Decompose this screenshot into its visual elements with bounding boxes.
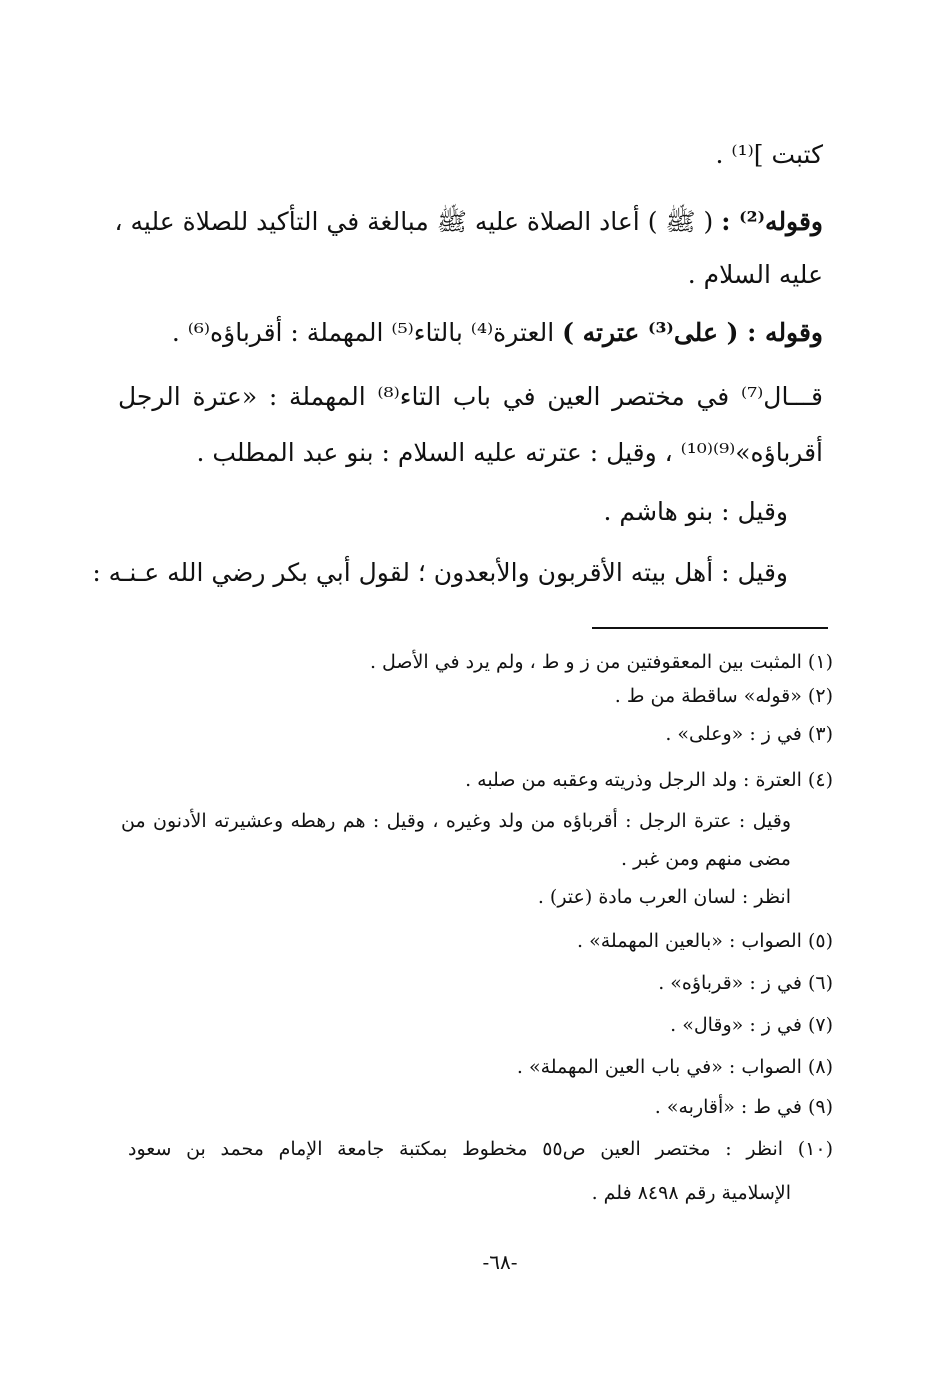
footnote-10-line-1: (١٠) انظر : مختصر العين ص٥٥ مخطوط بمكتبة جامعة الإمام محمد بن سعود (128, 1138, 833, 1160)
footnote-4-line-4: انظر : لسان العرب مادة (عتر) . (537, 886, 791, 908)
body-paragraph-6: وقيل : أهل بيته الأقربون والأبعدون ؛ لقول أبي بكر رضي الله عـنـه : (92, 558, 788, 587)
body-paragraph-3 (172, 316, 823, 350)
footnote-separator (592, 627, 828, 629)
footnote-4-line-2: وقيل : عترة الرجل : أقرباؤه من ولد وغيره ، وقيل : هم رهطه وعشيرته الأدنون من (121, 810, 791, 832)
body-paragraph-4-line-1: قـــال⁽⁷⁾ في مختصر العين في باب التاء⁽⁸⁾ المهملة : «عترة الرجل (118, 382, 823, 411)
footnote-7: (٧) في ز : «وقال» . (670, 1014, 833, 1036)
footnote-4-line-3: مضى منهم ومن غبر . (621, 848, 791, 870)
footnote-10-line-2: الإسلامية رقم ٨٤٩٨ فلم . (591, 1182, 791, 1204)
body-paragraph-5: وقيل : بنو هاشم . (603, 497, 788, 526)
body-line-1: كتبت ]⁽¹⁾ . (715, 140, 823, 169)
qawluhu-bold: وقوله⁽²⁾ : (721, 207, 823, 236)
p2-rest: ( ﷺ ) أعاد الصلاة عليه ﷺ مبالغة في التأكيد للصلاة عليه ، (114, 207, 722, 236)
body-paragraph-4-line-2: أقرباؤه»⁽⁹⁾⁽¹⁰⁾ ، وقيل : عترته عليه السلام : بنو عبد المطلب . (196, 438, 823, 467)
page-number: -٦٨- (482, 1250, 518, 1274)
footnote-3: (٣) في ز : «وعلى» . (665, 723, 833, 745)
footnote-2: (٢) «قوله» ساقطة من ط . (614, 685, 833, 707)
footnote-4: (٤) العترة : ولد الرجل وذريته وعقبه من صلبه . (465, 769, 833, 791)
footnote-5: (٥) الصواب : «بالعين المهملة» . (577, 930, 833, 952)
body-paragraph-2-line-2: عليه السلام . (687, 260, 823, 289)
footnote-9: (٩) في ط : «أقاربه» . (654, 1096, 833, 1118)
footnote-8: (٨) الصواب : «في باب العين المهملة» . (516, 1056, 833, 1078)
footnote-6: (٦) في ز : «قرباؤه» . (658, 972, 833, 994)
body-paragraph-2-line-1 (114, 205, 823, 239)
p3-rest: العترة⁽⁴⁾ بالتاء⁽⁵⁾ المهملة : أقرباؤه⁽⁶⁾ . (171, 318, 563, 347)
p3-bold: وقوله : ( على⁽³⁾ عترته ) (562, 318, 823, 347)
footnote-1: (١) المثبت بين المعقوفتين من ز و ط ، ولم يرد في الأصل . (369, 651, 833, 673)
